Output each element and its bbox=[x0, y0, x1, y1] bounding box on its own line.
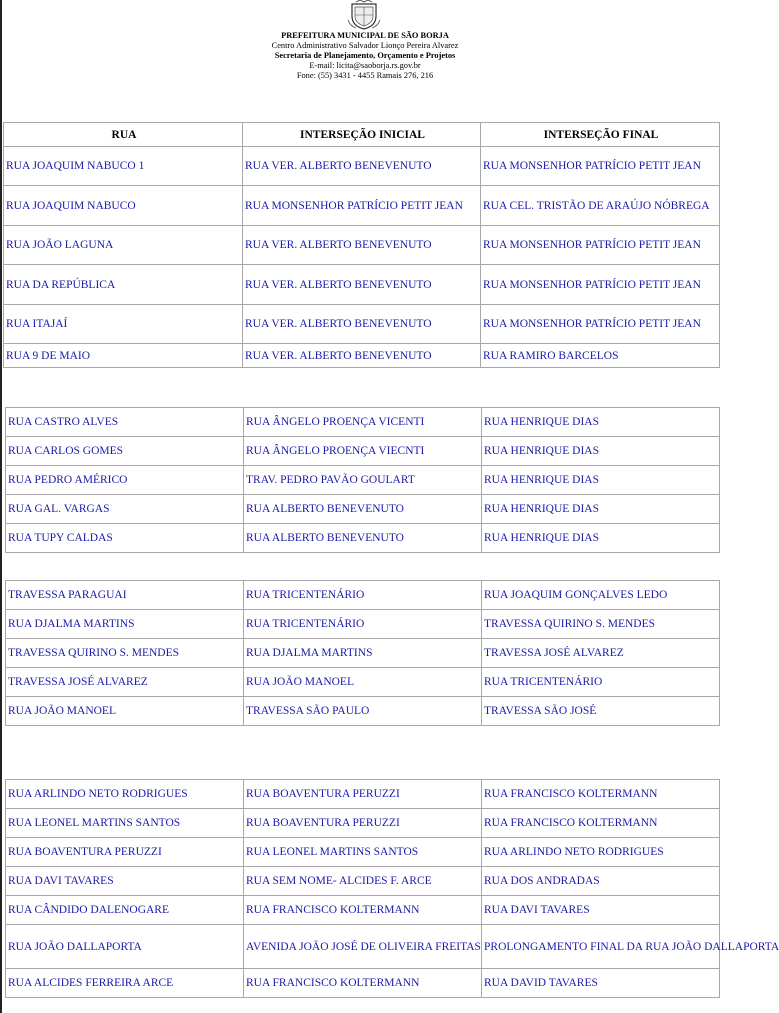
initial-intersection-cell: RUA TRICENTENÁRIO bbox=[244, 610, 482, 639]
table-row bbox=[4, 226, 720, 265]
initial-intersection-cell: RUA JOÃO MANOEL bbox=[244, 668, 482, 697]
department: Secretaria de Planejamento, Orçamento e Projetos bbox=[274, 51, 456, 60]
table-row bbox=[4, 147, 720, 186]
table-row bbox=[6, 809, 720, 838]
final-intersection-cell: RUA MONSENHOR PATRÍCIO PETIT JEAN bbox=[481, 265, 720, 305]
table-row bbox=[6, 697, 720, 726]
final-intersection-cell: RUA MONSENHOR PATRÍCIO PETIT JEAN bbox=[481, 305, 720, 344]
table-row bbox=[6, 495, 720, 524]
email-line: E-mail: licita@saoborja.rs.gov.br bbox=[309, 61, 421, 70]
table-row bbox=[6, 437, 720, 466]
table-row bbox=[4, 186, 720, 226]
table-row bbox=[6, 668, 720, 697]
street-cell: TRAVESSA JOSÉ ALVAREZ bbox=[6, 668, 244, 697]
street-cell: RUA PEDRO AMÉRICO bbox=[6, 466, 244, 495]
column-header-intersecao-inicial: INTERSEÇÃO INICIAL bbox=[243, 123, 481, 147]
table-row bbox=[6, 466, 720, 495]
table-row bbox=[6, 867, 720, 896]
final-intersection-cell: RUA FRANCISCO KOLTERMANN bbox=[482, 809, 720, 838]
final-intersection-cell: PROLONGAMENTO FINAL DA RUA JOÃO DALLAPORTA bbox=[482, 925, 720, 969]
final-intersection-cell: RUA FRANCISCO KOLTERMANN bbox=[482, 780, 720, 809]
initial-intersection-cell: RUA FRANCISCO KOLTERMANN bbox=[244, 969, 482, 998]
institution-name: PREFEITURA MUNICIPAL DE SÃO BORJA bbox=[281, 31, 449, 40]
table-row bbox=[6, 780, 720, 809]
street-cell: RUA BOAVENTURA PERUZZI bbox=[6, 838, 244, 867]
table-row bbox=[6, 408, 720, 437]
street-cell: RUA LEONEL MARTINS SANTOS bbox=[6, 809, 244, 838]
final-intersection-cell: RUA DAVI TAVARES bbox=[482, 896, 720, 925]
initial-intersection-cell: TRAVESSA SÃO PAULO bbox=[244, 697, 482, 726]
initial-intersection-cell: RUA VER. ALBERTO BENEVENUTO bbox=[243, 226, 481, 265]
initial-intersection-cell: RUA FRANCISCO KOLTERMANN bbox=[244, 896, 482, 925]
street-cell: RUA JOÃO MANOEL bbox=[6, 697, 244, 726]
final-intersection-cell: RUA RAMIRO BARCELOS bbox=[481, 344, 720, 368]
final-intersection-cell: RUA DOS ANDRADAS bbox=[482, 867, 720, 896]
street-cell: RUA ALCIDES FERREIRA ARCE bbox=[6, 969, 244, 998]
admin-center: Centro Administrativo Salvador Lionço Pereira Alvarez bbox=[271, 41, 459, 50]
final-intersection-cell: RUA JOAQUIM GONÇALVES LEDO bbox=[482, 581, 720, 610]
table-row bbox=[6, 524, 720, 553]
street-cell: TRAVESSA QUIRINO S. MENDES bbox=[6, 639, 244, 668]
final-intersection-cell: RUA MONSENHOR PATRÍCIO PETIT JEAN bbox=[481, 226, 720, 265]
street-cell: RUA GAL. VARGAS bbox=[6, 495, 244, 524]
initial-intersection-cell: RUA SEM NOME- ALCIDES F. ARCE bbox=[244, 867, 482, 896]
initial-intersection-cell: RUA MONSENHOR PATRÍCIO PETIT JEAN bbox=[243, 186, 481, 226]
street-cell: RUA TUPY CALDAS bbox=[6, 524, 244, 553]
streets-table-2 bbox=[5, 407, 720, 553]
street-cell: RUA DAVI TAVARES bbox=[6, 867, 244, 896]
final-intersection-cell: RUA HENRIQUE DIAS bbox=[482, 495, 720, 524]
streets-table-3 bbox=[5, 580, 720, 726]
table-row bbox=[6, 581, 720, 610]
column-header-rua: RUA bbox=[4, 123, 243, 147]
initial-intersection-cell: RUA ÂNGELO PROENÇA VIECNTI bbox=[244, 437, 482, 466]
street-cell: RUA JOÃO DALLAPORTA bbox=[6, 925, 244, 969]
streets-table-1 bbox=[3, 122, 720, 368]
street-cell: RUA JOAQUIM NABUCO 1 bbox=[4, 147, 243, 186]
final-intersection-cell: RUA HENRIQUE DIAS bbox=[482, 437, 720, 466]
initial-intersection-cell: TRAV. PEDRO PAVÃO GOULART bbox=[244, 466, 482, 495]
street-cell: RUA JOÃO LAGUNA bbox=[4, 226, 243, 265]
initial-intersection-cell: AVENIDA JOÃO JOSÉ DE OLIVEIRA FREITAS bbox=[244, 925, 482, 969]
street-cell: RUA 9 DE MAIO bbox=[4, 344, 243, 368]
final-intersection-cell: RUA ARLINDO NETO RODRIGUES bbox=[482, 838, 720, 867]
table-row bbox=[4, 305, 720, 344]
street-cell: RUA CARLOS GOMES bbox=[6, 437, 244, 466]
streets-table-4 bbox=[5, 779, 779, 998]
street-cell: RUA ARLINDO NETO RODRIGUES bbox=[6, 780, 244, 809]
street-cell: RUA CÂNDIDO DALENOGARE bbox=[6, 896, 244, 925]
table-row bbox=[6, 896, 720, 925]
initial-intersection-cell: RUA ALBERTO BENEVENUTO bbox=[244, 524, 482, 553]
final-intersection-cell: RUA HENRIQUE DIAS bbox=[482, 408, 720, 437]
table-header-row bbox=[4, 123, 720, 147]
final-intersection-cell: RUA DAVID TAVARES bbox=[482, 969, 720, 998]
table-row bbox=[6, 969, 720, 998]
initial-intersection-cell: RUA LEONEL MARTINS SANTOS bbox=[244, 838, 482, 867]
final-intersection-cell: TRAVESSA SÃO JOSÉ bbox=[482, 697, 720, 726]
table-row bbox=[6, 610, 720, 639]
initial-intersection-cell: RUA VER. ALBERTO BENEVENUTO bbox=[243, 265, 481, 305]
table-row bbox=[4, 265, 720, 305]
initial-intersection-cell: RUA ALBERTO BENEVENUTO bbox=[244, 495, 482, 524]
initial-intersection-cell: RUA VER. ALBERTO BENEVENUTO bbox=[243, 305, 481, 344]
page-left-edge bbox=[0, 0, 2, 1013]
final-intersection-cell: RUA HENRIQUE DIAS bbox=[482, 524, 720, 553]
final-intersection-cell: TRAVESSA JOSÉ ALVAREZ bbox=[482, 639, 720, 668]
table-row bbox=[6, 639, 720, 668]
table-row bbox=[6, 838, 720, 867]
column-header-intersecao-final: INTERSEÇÃO FINAL bbox=[481, 123, 720, 147]
street-cell: RUA JOAQUIM NABUCO bbox=[4, 186, 243, 226]
street-cell: TRAVESSA PARAGUAI bbox=[6, 581, 244, 610]
table-row bbox=[4, 344, 720, 368]
final-intersection-cell: RUA MONSENHOR PATRÍCIO PETIT JEAN bbox=[481, 147, 720, 186]
final-intersection-cell: RUA CEL. TRISTÃO DE ARAÚJO NÓBREGA bbox=[481, 186, 720, 226]
final-intersection-cell: RUA HENRIQUE DIAS bbox=[482, 466, 720, 495]
phone-line: Fone: (55) 3431 - 4455 Ramais 276, 216 bbox=[296, 71, 434, 80]
initial-intersection-cell: RUA TRICENTENÁRIO bbox=[244, 581, 482, 610]
initial-intersection-cell: RUA DJALMA MARTINS bbox=[244, 639, 482, 668]
initial-intersection-cell: RUA ÂNGELO PROENÇA VICENTI bbox=[244, 408, 482, 437]
final-intersection-cell: TRAVESSA QUIRINO S. MENDES bbox=[482, 610, 720, 639]
street-cell: RUA DA REPÚBLICA bbox=[4, 265, 243, 305]
street-cell: RUA CASTRO ALVES bbox=[6, 408, 244, 437]
initial-intersection-cell: RUA VER. ALBERTO BENEVENUTO bbox=[243, 147, 481, 186]
table-row bbox=[6, 925, 720, 969]
street-cell: RUA DJALMA MARTINS bbox=[6, 610, 244, 639]
initial-intersection-cell: RUA BOAVENTURA PERUZZI bbox=[244, 780, 482, 809]
street-cell: RUA ITAJAÍ bbox=[4, 305, 243, 344]
initial-intersection-cell: RUA BOAVENTURA PERUZZI bbox=[244, 809, 482, 838]
final-intersection-cell: RUA TRICENTENÁRIO bbox=[482, 668, 720, 697]
initial-intersection-cell: RUA VER. ALBERTO BENEVENUTO bbox=[243, 344, 481, 368]
coat-of-arms-icon bbox=[346, 0, 382, 30]
